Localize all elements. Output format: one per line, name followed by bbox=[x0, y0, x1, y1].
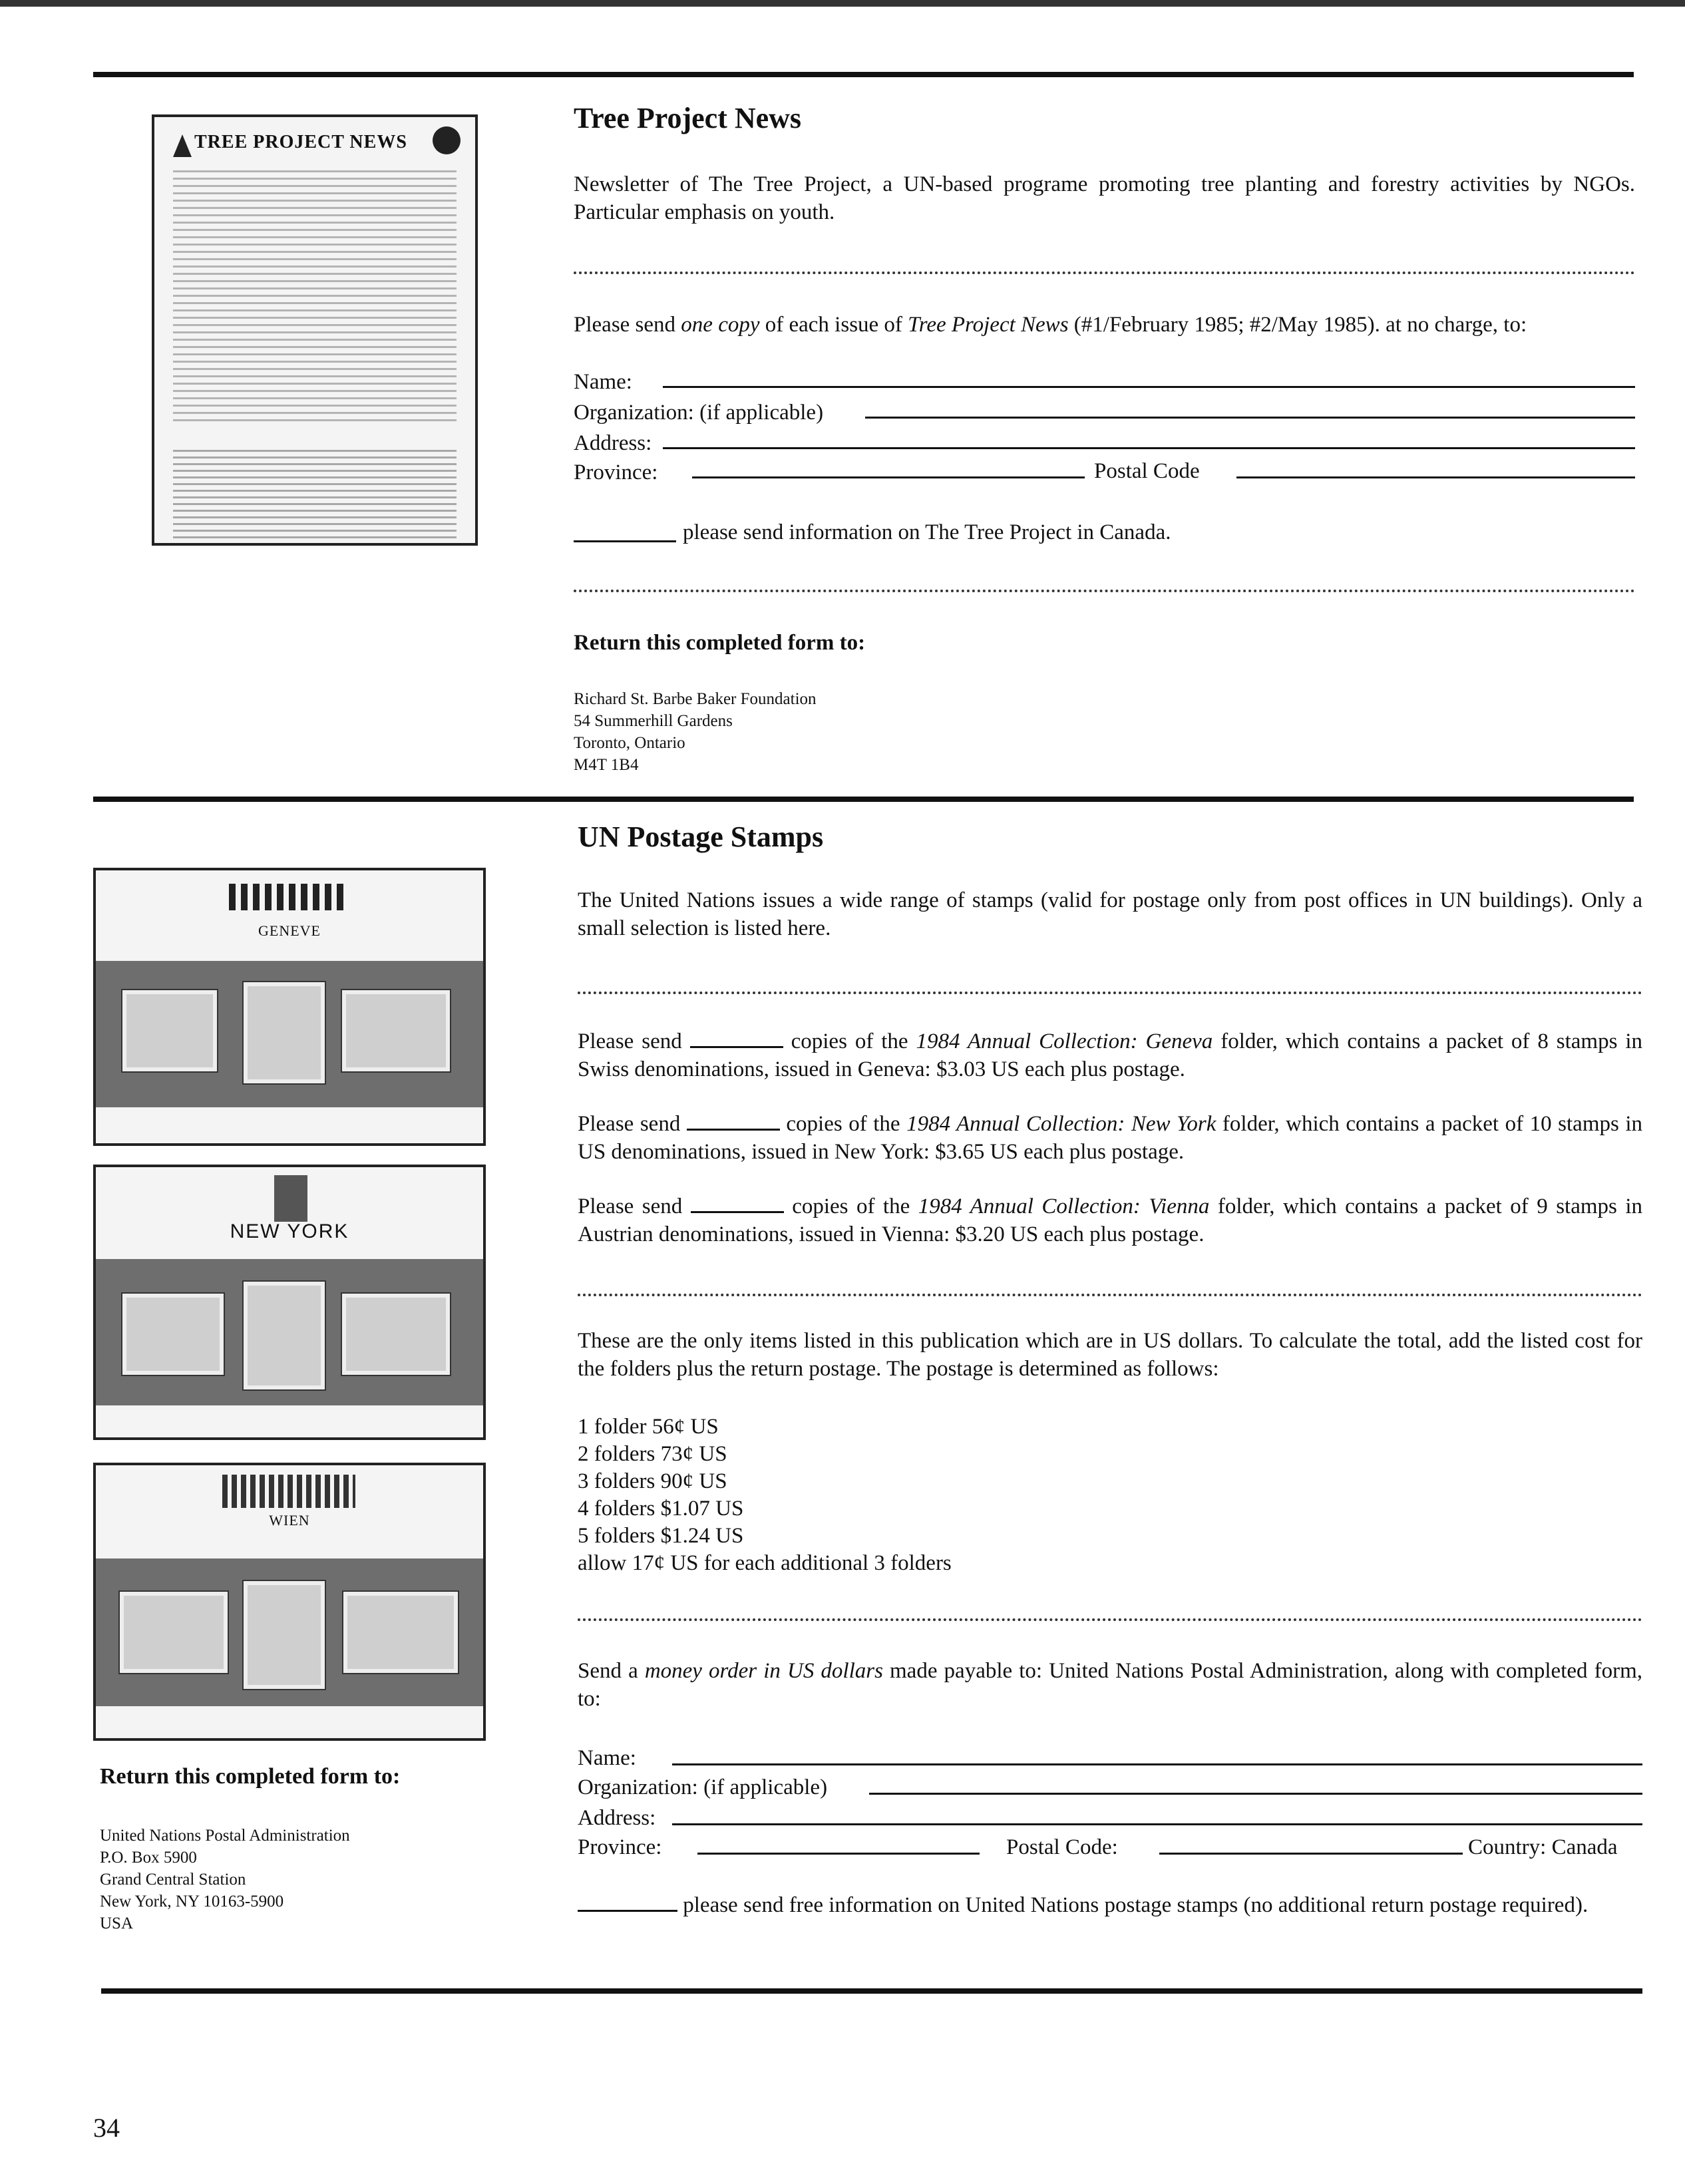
tree-return-heading: Return this completed form to: bbox=[574, 631, 866, 655]
postage-rates bbox=[578, 1413, 1376, 1577]
organization-field[interactable] bbox=[865, 417, 1635, 419]
un-description: The United Nations issues a wide range of stamps (valid for postage only from post offices in UN buildings). Only a small selection is listed here. bbox=[578, 888, 1642, 940]
info-checkbox-line[interactable] bbox=[574, 540, 676, 542]
stamp-image bbox=[343, 1592, 458, 1673]
postage-rate: 4 folders $1.07 US bbox=[578, 1497, 744, 1521]
postage-rate: 5 folders $1.24 US bbox=[578, 1524, 744, 1548]
postage-intro: These are the only items listed in this publication which are in US dollars. To calculate the total, add the listed cost for the folders plus the return postage. The postage is determined as follows: bbox=[578, 1329, 1642, 1381]
stamp-image bbox=[244, 1581, 325, 1689]
org-label: Organization: (if applicable) bbox=[574, 401, 824, 425]
un-postal-code-field[interactable] bbox=[1159, 1853, 1463, 1855]
stamp-image bbox=[342, 990, 450, 1071]
dotted-divider bbox=[574, 590, 1635, 592]
geneva-label: GENEVE bbox=[258, 922, 321, 939]
postage-rate: 1 folder 56¢ US bbox=[578, 1415, 719, 1439]
un-return-heading: Return this completed form to: bbox=[100, 1764, 401, 1789]
postage-rate: allow 17¢ US for each additional 3 folders bbox=[578, 1551, 952, 1575]
postage-rate: 2 folders 73¢ US bbox=[578, 1442, 727, 1466]
postal-code-field[interactable] bbox=[1236, 476, 1635, 478]
order-vienna: Please send copies of the 1984 Annual Collection: Vienna folder, which contains a packet of 9 stamps in Austrian denominations, issued in Vienna: $3.20 US each plus postage. bbox=[578, 1192, 1642, 1248]
un-province-field[interactable] bbox=[697, 1853, 980, 1855]
dotted-divider bbox=[574, 272, 1635, 274]
wien-label: WIEN bbox=[269, 1512, 310, 1529]
un-province-label: Province: bbox=[578, 1835, 662, 1859]
vienna-skyline-icon bbox=[222, 1475, 355, 1508]
new-york-quantity-field[interactable] bbox=[687, 1110, 780, 1131]
un-postal-code-label: Postal Code: bbox=[1006, 1835, 1118, 1859]
tree-address-row bbox=[574, 429, 652, 458]
name-label: Name: bbox=[574, 370, 632, 394]
un-return-address: United Nations Postal Administration P.O. Box 5900 Grand Central Station New York, NY 10163-5900 USA bbox=[100, 1827, 350, 1932]
tree-description: Newsletter of The Tree Project, a UN-based programe promoting tree planting and forestry activities by NGOs. Particular emphasis on youth. bbox=[574, 172, 1635, 224]
page-number: 34 bbox=[93, 2113, 120, 2143]
tree-section-title: Tree Project News bbox=[574, 102, 802, 134]
un-name-label: Name: bbox=[578, 1746, 636, 1770]
tree-province-row bbox=[574, 458, 657, 487]
logo-icon bbox=[433, 126, 461, 154]
stamp-image bbox=[122, 990, 217, 1071]
province-label: Province: bbox=[574, 460, 658, 484]
stamp-image bbox=[120, 1592, 228, 1673]
tree-info-request: please send information on The Tree Project in Canada. bbox=[683, 520, 1171, 544]
stamp-image bbox=[122, 1294, 224, 1375]
tree-icon bbox=[173, 134, 192, 157]
tree-project-newsletter-thumbnail bbox=[152, 114, 478, 546]
un-name-field[interactable] bbox=[672, 1763, 1642, 1765]
thumbnail-title: TREE PROJECT NEWS bbox=[194, 132, 407, 152]
postage-rate: 3 folders 90¢ US bbox=[578, 1469, 727, 1493]
tree-return-address: Richard St. Barbe Baker Foundation 54 Summerhill Gardens Toronto, Ontario M4T 1B4 bbox=[574, 690, 817, 774]
order-geneva: Please send copies of the 1984 Annual Collection: Geneva folder, which contains a packet of 8 stamps in Swiss denominations, issued in Geneva: $3.03 US each plus postage. bbox=[578, 1027, 1642, 1083]
un-address-field[interactable] bbox=[672, 1823, 1642, 1825]
postal-code-label: Postal Code bbox=[1094, 459, 1200, 483]
money-order-text: Send a money order in US dollars made payable to: United Nations Postal Administration, along with completed form, to: bbox=[578, 1659, 1642, 1711]
un-org-label: Organization: (if applicable) bbox=[578, 1775, 828, 1799]
thumbnail-text-columns bbox=[173, 170, 457, 423]
order-new-york: Please send copies of the 1984 Annual Collection: New York folder, which contains a packet of 10 stamps in US denominations, issued in New York: $3.65 US each plus postage. bbox=[578, 1110, 1642, 1166]
un-section-title: UN Postage Stamps bbox=[578, 820, 824, 853]
dotted-divider bbox=[578, 1294, 1642, 1296]
tree-org-row bbox=[574, 398, 823, 427]
address-field[interactable] bbox=[663, 447, 1635, 449]
vienna-quantity-field[interactable] bbox=[691, 1192, 784, 1213]
dotted-divider bbox=[578, 1618, 1642, 1621]
dotted-divider bbox=[578, 992, 1642, 994]
stamp-image bbox=[342, 1294, 450, 1375]
vienna-folder-thumbnail bbox=[93, 1463, 486, 1741]
address-label: Address: bbox=[574, 431, 652, 455]
province-field[interactable] bbox=[692, 476, 1085, 478]
section-rule-top bbox=[93, 72, 1634, 77]
section-rule-bottom bbox=[101, 1988, 1642, 1994]
un-info-request: please send free information on United Nations postage stamps (no additional return postage required). bbox=[578, 1891, 1642, 1919]
un-tower-icon bbox=[274, 1175, 307, 1222]
stamp-image bbox=[244, 982, 325, 1083]
un-info-checkbox-line[interactable] bbox=[578, 1891, 677, 1912]
tree-name-row bbox=[574, 367, 632, 397]
new-york-label: NEW YORK bbox=[230, 1220, 349, 1242]
new-york-folder-thumbnail bbox=[93, 1165, 486, 1440]
un-building-icon bbox=[229, 884, 349, 910]
name-field[interactable] bbox=[663, 386, 1635, 388]
un-country-label: Country: Canada bbox=[1468, 1835, 1618, 1859]
top-border bbox=[0, 0, 1685, 7]
thumbnail-text-block bbox=[173, 450, 457, 546]
geneva-quantity-field[interactable] bbox=[690, 1027, 783, 1048]
tree-request-text: Please send one copy of each issue of Tree Project News (#1/February 1985; #2/May 1985). at no charge, to: bbox=[574, 313, 1527, 337]
geneva-folder-thumbnail bbox=[93, 868, 486, 1146]
section-rule-middle bbox=[93, 797, 1634, 802]
un-organization-field[interactable] bbox=[869, 1793, 1642, 1795]
stamp-image bbox=[244, 1282, 325, 1389]
un-address-label: Address: bbox=[578, 1806, 656, 1830]
